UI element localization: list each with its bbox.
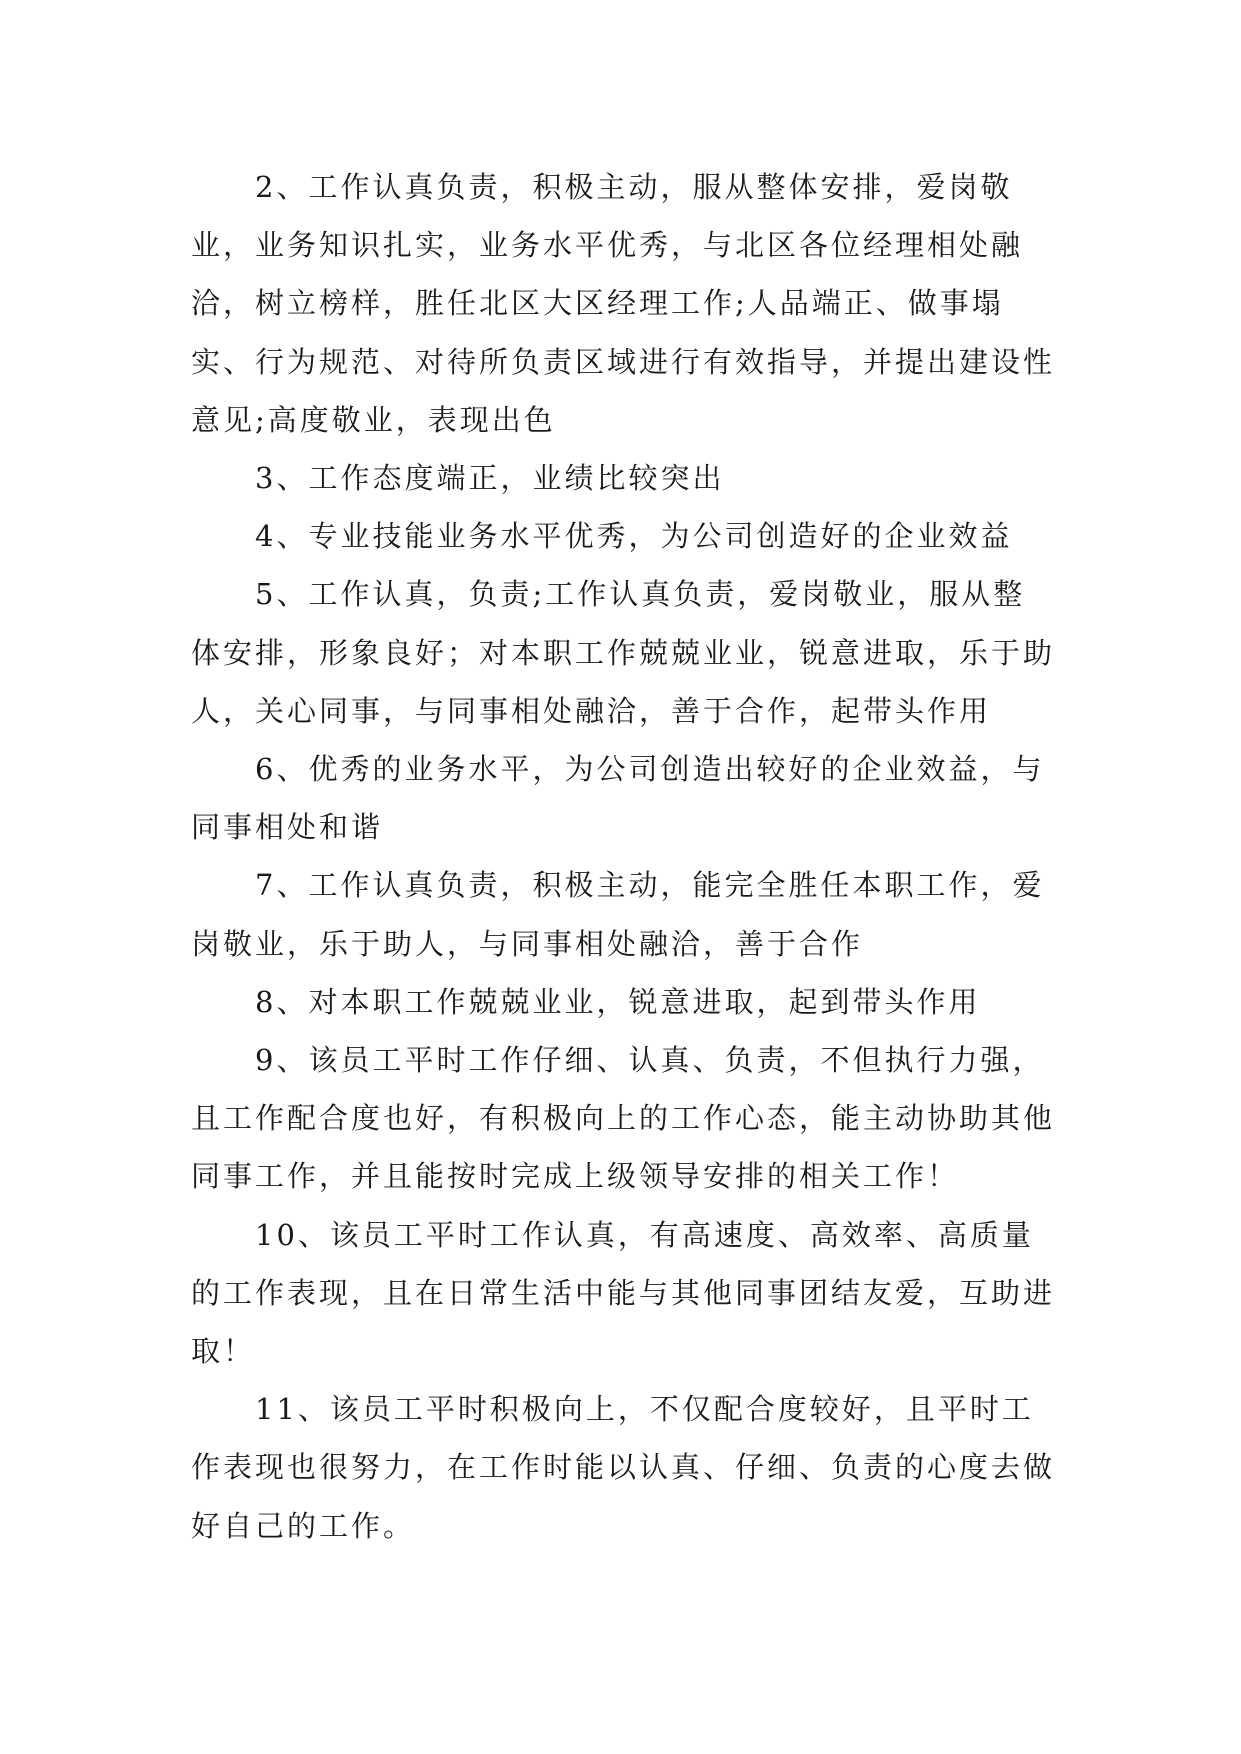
paragraph-item-6: 6、优秀的业务水平，为公司创造出较好的企业效益，与同事相处和谐: [191, 752, 1045, 845]
paragraph-item-10: 10、该员工平时工作认真，有高速度、高效率、高质量的工作表现，且在日常生活中能与其他同事团结友爱，互助进取！: [191, 1217, 1056, 1369]
paragraph-item-2: 2、工作认真负责，积极主动，服从整体安排，爱岗敬业，业务知识扎实，业务水平优秀，与北区各位经理相处融洽，树立榜样，胜任北区大区经理工作;人品端正、做事塌实、行为规范、对待所负责区域进行有效指导，并提出建设性意见;高度敬业，表现出色: [191, 170, 1056, 437]
paragraph-item-3: 3、工作态度端正，业绩比较突出: [255, 461, 725, 496]
document-body: [191, 158, 1057, 1555]
paragraph-item-9: 9、该员工平时工作仔细、认真、负责，不但执行力强，且工作配合度也好，有积极向上的工作心态，能主动协助其他同事工作，并且能按时完成上级领导安排的相关工作！: [191, 1043, 1056, 1194]
paragraph-item-5: 5、工作认真，负责;工作认真负责，爱岗敬业，服从整体安排，形象良好；对本职工作兢兢业业，锐意进取，乐于助人，关心同事，与同事相处融洽，善于合作，起带头作用: [191, 577, 1056, 728]
paragraph-item-4: 4、专业技能业务水平优秀，为公司创造好的企业效益: [255, 519, 1013, 554]
paragraph-item-7: 7、工作认真负责，积极主动，能完全胜任本职工作，爱岗敬业，乐于助人，与同事相处融洽，善于合作: [191, 868, 1045, 961]
paragraph-item-8: 8、对本职工作兢兢业业，锐意进取，起到带头作用: [255, 984, 981, 1019]
paragraph-item-11: 11、该员工平时积极向上，不仅配合度较好，且平时工作表现也很努力，在工作时能以认真、仔细、负责的心度去做好自己的工作。: [191, 1392, 1056, 1543]
